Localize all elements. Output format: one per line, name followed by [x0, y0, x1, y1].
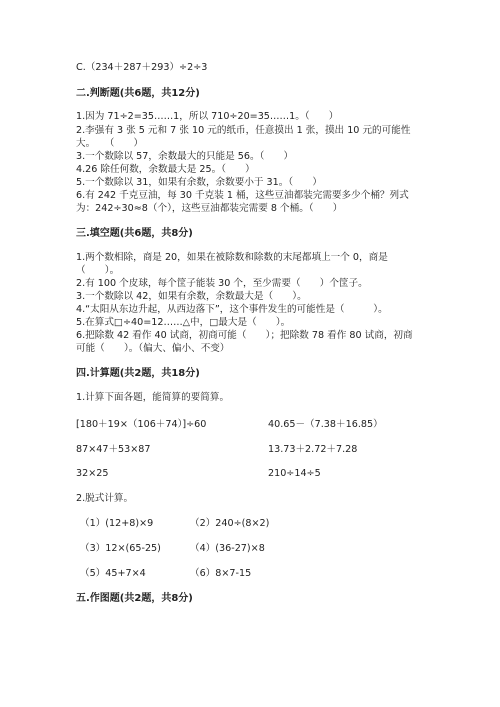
- fill-item-6: 6.把除数 42 看作 40 试商，初商可能（ ）；把除数 78 看作 80 试商，初商: [76, 330, 413, 341]
- calc-q1-title: 1.计算下面各题，能简算的要简算。: [76, 392, 230, 403]
- calc-q2-item-5: （5）45+7×4: [80, 568, 146, 579]
- fill-item-5: 5.在算式□÷40=12……△中，□最大是（ ）。: [76, 317, 291, 328]
- calc-q2-item-6: （6）8×7-15: [190, 568, 252, 579]
- judge-item-6-cont: 为：242÷30≈8（个），这些豆油都装完需要 8 个桶。（ ）: [76, 203, 343, 214]
- fill-item-3: 3.一个数除以 42，如果有余数，余数最大是（ ）。: [76, 291, 307, 302]
- judge-item-1: 1.因为 71÷2=35……1，所以 710÷20=35……1。（ ）: [76, 111, 339, 122]
- judge-item-6: 6.有 242 千克豆油，每 30 千克装 1 桶，这些豆油都装完需要多少个桶？列式: [76, 190, 409, 201]
- calc-q2-title: 2.脱式计算。: [76, 493, 134, 504]
- calc-q2-item-2: （2）240÷(8×2): [190, 518, 270, 529]
- fill-item-2: 2.有 100 个皮球，每个筐子能装 30 个，至少需要（ ）个筐子。: [76, 278, 368, 289]
- fill-item-6-cont: 可能（ ）。（偏大、偏小、不变）: [76, 343, 230, 354]
- calc-q2-item-4: （4）(36-27)×8: [190, 543, 265, 554]
- section-4-title: 四.计算题(共2题，共18分): [76, 368, 200, 379]
- option-c: C.（234＋287＋293）÷2÷3: [76, 62, 208, 73]
- judge-item-2-cont: 大。 （ ）: [76, 138, 144, 149]
- section-3-title: 三.填空题(共6题，共8分): [76, 228, 193, 239]
- judge-item-2: 2.李强有 3 张 5 元和 7 张 10 元的纸币，任意摸出 1 张，摸出 10 元的可能性: [76, 125, 411, 136]
- section-5-title: 五.作图题(共2题，共8分): [76, 593, 193, 604]
- judge-item-5: 5.一个数除以 31，如果有余数，余数要小于 31。（ ）: [76, 177, 322, 188]
- judge-item-3: 3.一个数除以 57，余数最大的只能是 56。（ ）: [76, 151, 294, 162]
- judge-item-4: 4.26 除任何数，余数最大是 25。（ ）: [76, 164, 255, 175]
- section-2-title: 二.判断题(共6题，共12分): [76, 88, 200, 99]
- calc-q1-item-2: 40.65－（7.38＋16.85）: [268, 419, 383, 430]
- calc-q2-item-3: （3）12×(65-25): [80, 543, 161, 554]
- calc-q1-item-5: 32×25: [76, 468, 109, 479]
- calc-q1-item-1: [180＋19×（106＋74）]÷60: [76, 419, 207, 430]
- fill-item-4: 4.“太阳从东边升起，从西边落下”，这个事件发生的可能性是（ ）。: [76, 304, 388, 315]
- fill-item-1: 1.两个数相除，商是 20，如果在被除数和除数的末尾都填上一个 0，商是: [76, 252, 388, 263]
- calc-q2-item-1: （1）(12+8)×9: [80, 518, 154, 529]
- fill-item-1-cont: （ ）。: [76, 265, 120, 276]
- calc-q1-item-6: 210÷14÷5: [268, 468, 321, 479]
- calc-q1-item-3: 87×47＋53×87: [76, 444, 151, 455]
- calc-q1-item-4: 13.73＋2.72＋7.28: [268, 444, 358, 455]
